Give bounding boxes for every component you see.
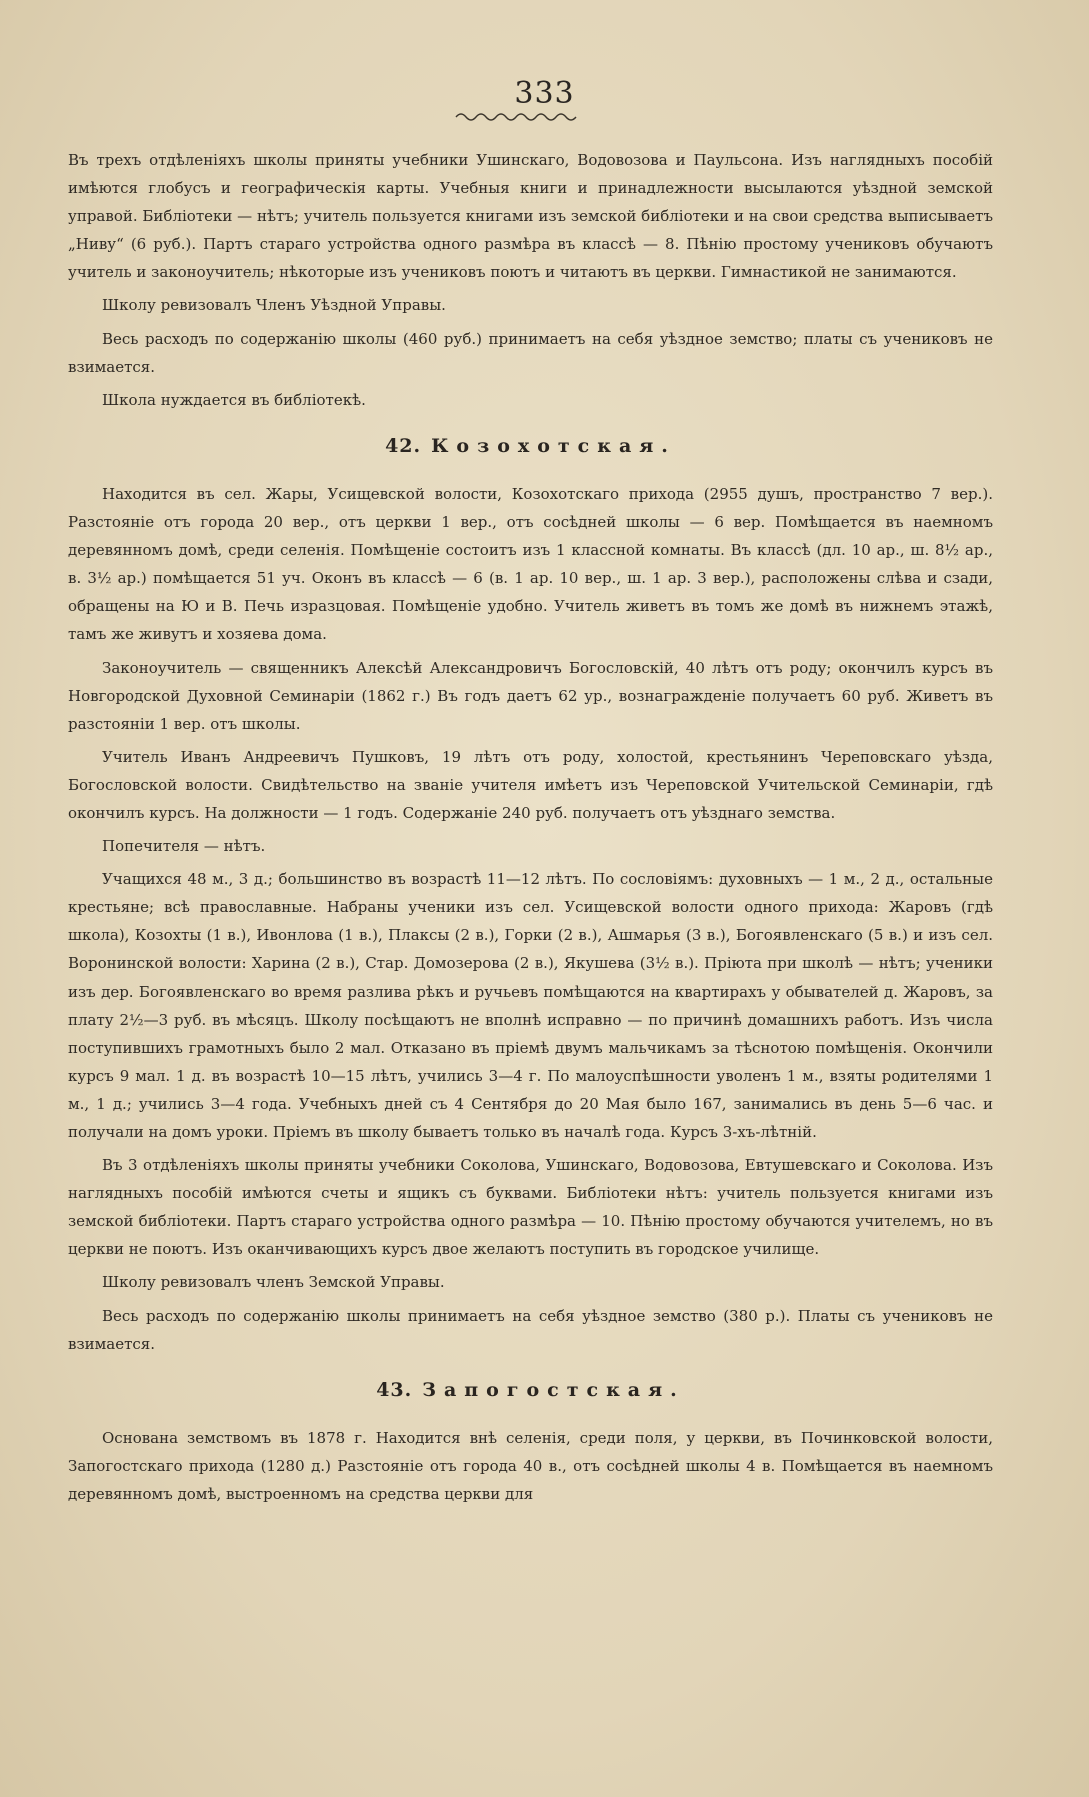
s42-paragraph-3: Учитель Иванъ Андреевичъ Пушковъ, 19 лѣтъ отъ роду, холостой, крестьянинъ Череповскаго уѣзда, Богословской волости. Свидѣтельство на званіе учителя имѣетъ изъ Череповской Учительской Семинаріи, гдѣ окончилъ курсъ. На должности — 1 годъ. Содержаніе 240 руб. получаетъ отъ уѣзднаго земства. <box>68 747 993 822</box>
paragraph-top-2: Школу ревизовалъ Членъ Уѣздной Управы. <box>102 296 446 315</box>
s42-paragraph-6: Въ 3 отдѣленіяхъ школы приняты учебники Соколова, Ушинскаго, Водовозова, Евтушевскаго и Соколова. Изъ наглядныхъ пособій имѣются счеты и ящикъ съ буквами. Библіотеки нѣтъ: учитель пользуется книгами изъ земской библіотеки. Партъ стараго устройства одного размѣра — 10. Пѣнію простому обучаются учителемъ, но въ церкви не поютъ. Изъ оканчивающихъ курсъ двое желаютъ поступить въ городское училище. <box>68 1156 993 1259</box>
section-title-42: Козохотская. <box>431 434 676 457</box>
wavy-ornament-icon <box>454 110 580 124</box>
s42-paragraph-7: Школу ревизовалъ членъ Земской Управы. <box>102 1273 445 1292</box>
section-number-43: 43. <box>376 1378 413 1401</box>
paragraph-top-1: Въ трехъ отдѣленіяхъ школы приняты учебники Ушинскаго, Водовозова и Паульсона. Изъ наглядныхъ пособій имѣются глобусъ и географическія карты. Учебныя книги и принадлежности высылаются уѣздной земской управой. Библіотеки — нѣтъ; учитель пользуется книгами изъ земской библіотеки и на свои средства выписываетъ „Ниву“ (6 руб.). Партъ стараго устройства одного размѣра въ классѣ — 8. Пѣнію простому учениковъ обучаютъ учитель и законоучитель; нѣкоторые изъ учениковъ поютъ и читаютъ въ церкви. Гимнастикой не занимаются. <box>68 151 993 282</box>
page-number: 333 <box>514 76 575 111</box>
section-number-42: 42. <box>385 434 422 457</box>
document-body <box>68 146 993 1513</box>
s42-paragraph-2: Законоучитель — священникъ Алексѣй Александровичъ Богословскій, 40 лѣтъ отъ роду; окончилъ курсъ въ Новгородской Духовной Семинаріи (1862 г.) Въ годъ даетъ 62 ур., вознагражденіе получаетъ 60 руб. Живетъ въ разстояніи 1 вер. отъ школы. <box>68 658 993 733</box>
s42-paragraph-8: Весь расходъ по содержанію школы принимаетъ на себя уѣздное земство (380 р.). Платы съ учениковъ не взимается. <box>68 1306 993 1353</box>
paragraph-top-3: Весь расходъ по содержанію школы (460 руб.) принимаетъ на себя уѣздное земство; платы съ учениковъ не взимается. <box>68 329 993 376</box>
s43-paragraph-1: Основана земствомъ въ 1878 г. Находится внѣ селенія, среди поля, у церкви, въ Починковской волости, Запогостскаго прихода (1280 д.) Разстояніе отъ города 40 в., отъ сосѣдней школы 4 в. Помѣщается въ наемномъ деревянномъ домѣ, выстроенномъ на средства церкви для <box>68 1428 993 1504</box>
section-heading-43 <box>68 1376 993 1404</box>
section-title-43: Запогостская. <box>422 1378 685 1401</box>
paragraph-top-4: Школа нуждается въ библіотекѣ. <box>102 390 366 409</box>
section-heading-42 <box>68 432 993 460</box>
s42-paragraph-4: Попечителя — нѣтъ. <box>102 837 266 856</box>
s42-paragraph-5: Учащихся 48 м., 3 д.; большинство въ возрастѣ 11—12 лѣтъ. По сословіямъ: духовныхъ — 1 м., 2 д., остальные крестьяне; всѣ православные. Набраны ученики изъ сел. Усищевской волости одного прихода: Жаровъ (гдѣ школа), Козохты (1 в.), Ивонлова (1 в.), Плаксы (2 в.), Горки (2 в.), Ашмарья (3 в.), Богоявленскаго (5 в.) и изъ сел. Воронинской волости: Харина (2 в.), Стар. Домозерова (2 в.), Якушева (3½ в.). Пріюта при школѣ — нѣтъ; ученики изъ дер. Богоявленскаго во время разлива рѣкъ и ручьевъ помѣщаются на квартирахъ у обывателей д. Жаровъ, за плату 2½—3 руб. въ мѣсяцъ. Школу посѣщаютъ не вполнѣ исправно — по причинѣ домашнихъ работъ. Изъ числа поступившихъ грамотныхъ было 2 мал. Отказано въ пріемѣ двумъ мальчикамъ за тѣснотою помѣщенія. Окончили курсъ 9 мал. 1 д. въ возрастѣ 10—15 лѣтъ, учились 3—4 г. По малоуспѣшности уволенъ 1 м., взяты родителями 1 м., 1 д.; учились 3—4 года. Учебныхъ дней съ 4 Сентября до 20 Мая было 167, занимались въ день 5—6 час. и получали на домъ уроки. Пріемъ въ школу бываетъ только въ началѣ года. Курсъ 3-хъ-лѣтній. <box>68 870 993 1141</box>
s42-paragraph-1: Находится въ сел. Жары, Усищевской волости, Козохотскаго прихода (2955 душъ, пространство 7 вер.). Разстояніе отъ города 20 вер., отъ церкви 1 вер., отъ сосѣдней школы — 6 вер. Помѣщается въ наемномъ деревянномъ домѣ, среди селенія. Помѣщеніе состоитъ изъ 1 классной комнаты. Въ классѣ (дл. 10 ар., ш. 8½ ар., в. 3½ ар.) помѣщается 51 уч. Оконъ въ классѣ — 6 (в. 1 ар. 10 вер., ш. 1 ар. 3 вер.), расположены слѣва и сзади, обращены на Ю и В. Печь изразцовая. Помѣщеніе удобно. Учитель живетъ въ томъ же домѣ въ нижнемъ этажѣ, тамъ же живутъ и хозяева дома. <box>68 484 993 644</box>
